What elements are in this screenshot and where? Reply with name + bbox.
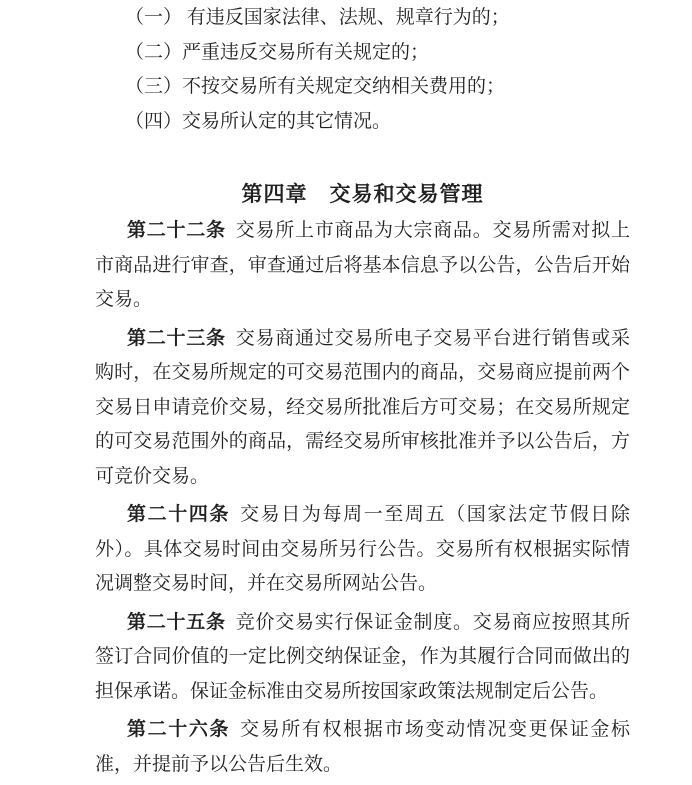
article-22-body: 交易所上市商品为大宗商品。交易所需对拟上市商品进行审查，审查通过后将基本信息予以公告，公告后开始交易。 <box>95 220 630 310</box>
chapter-heading: 第四章 交易和交易管理 <box>241 183 484 206</box>
clause-item-2: （二）严重违反交易所有关规定的； <box>125 41 430 63</box>
article-24-number: 第二十四条 <box>127 504 231 525</box>
article-25-body: 竞价交易实行保证金制度。交易商应按照其所签订合同价值的一定比例交纳保证金，作为其履行合同而做出的担保承诺。保证金标准由交易所按国家政策法规制定后公告。 <box>95 611 630 702</box>
article-25-number: 第二十五条 <box>127 611 226 633</box>
article-22 <box>95 214 630 318</box>
clause-item-3: （三）不按交易所有关规定交纳相关费用的； <box>125 76 506 97</box>
article-24 <box>95 498 630 602</box>
article-26-number: 第二十六条 <box>127 719 231 740</box>
article-25 <box>95 606 630 710</box>
clause-item-4: （四）交易所认定的其它情况。 <box>125 110 392 132</box>
article-26-body: 交易所有权根据市场变动情况变更保证金标准，并提前予以公告后生效。 <box>95 719 630 775</box>
clause-list <box>95 1 630 139</box>
article-24-body: 交易日为每周一至周五（国家法定节假日除外）。具体交易时间由交易所另行公告。交易所有权根据实际情况调整交易时间，并在交易所网站公告。 <box>95 504 630 594</box>
article-23-body: 交易商通过交易所电子交易平台进行销售或采购时，在交易所规定的可交易范围内的商品，交易商应提前两个交易日申请竞价交易，经交易所批准后方可交易；在交易所规定的可交易范围外的商品，需经交易所审核批准并予以公告后，方可竞价交易。 <box>95 327 630 487</box>
article-23 <box>95 322 630 495</box>
article-26 <box>95 713 630 782</box>
clause-item-1: （一） 有违反国家法律、法规、规章行为的； <box>125 7 510 28</box>
article-22-number: 第二十二条 <box>127 220 226 241</box>
article-23-number: 第二十三条 <box>127 327 226 349</box>
